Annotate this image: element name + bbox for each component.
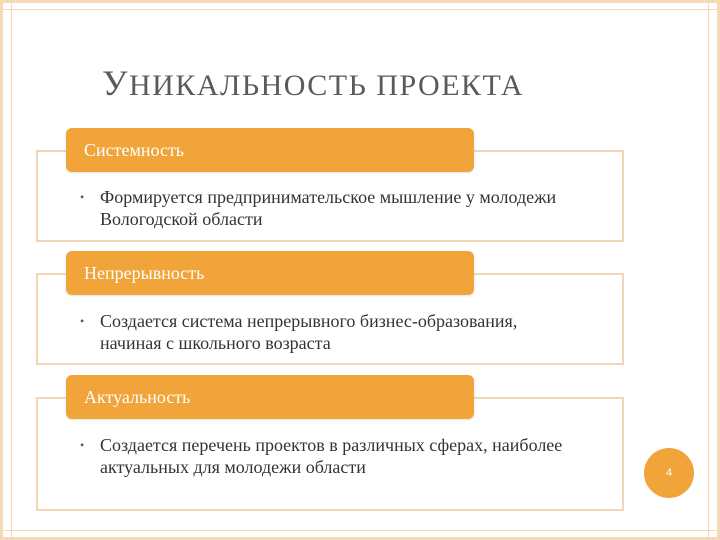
section-3-bullet-text: Создается перечень проектов в различных сферах, наиболее актуальных для молодежи области <box>100 435 563 477</box>
frame-top-border <box>0 0 720 10</box>
section-3-bullet <box>80 434 570 478</box>
frame-right-border <box>708 0 720 540</box>
frame-left-border <box>0 0 12 540</box>
section-2-bullet <box>80 310 570 354</box>
bullet-icon: • <box>80 438 85 452</box>
section-1-bullet-text: Формируется предпринимательское мышление у молодежи Вологодской области <box>100 187 557 229</box>
slide-title-initial: У <box>102 63 129 103</box>
slide-title-rest: НИКАЛЬНОСТЬ ПРОЕКТА <box>129 69 525 102</box>
section-2-header: Непрерывность <box>66 251 474 295</box>
section-1-bullet <box>80 186 570 230</box>
page-number-badge: 4 <box>644 448 694 498</box>
section-1-header: Системность <box>66 128 474 172</box>
slide-title <box>102 62 524 104</box>
frame-bottom-border <box>0 530 720 540</box>
section-2-bullet-text: Создается система непрерывного бизнес-образования, начиная с школьного возраста <box>100 311 518 353</box>
bullet-icon: • <box>80 190 85 204</box>
section-3-header: Актуальность <box>66 375 474 419</box>
bullet-icon: • <box>80 314 85 328</box>
